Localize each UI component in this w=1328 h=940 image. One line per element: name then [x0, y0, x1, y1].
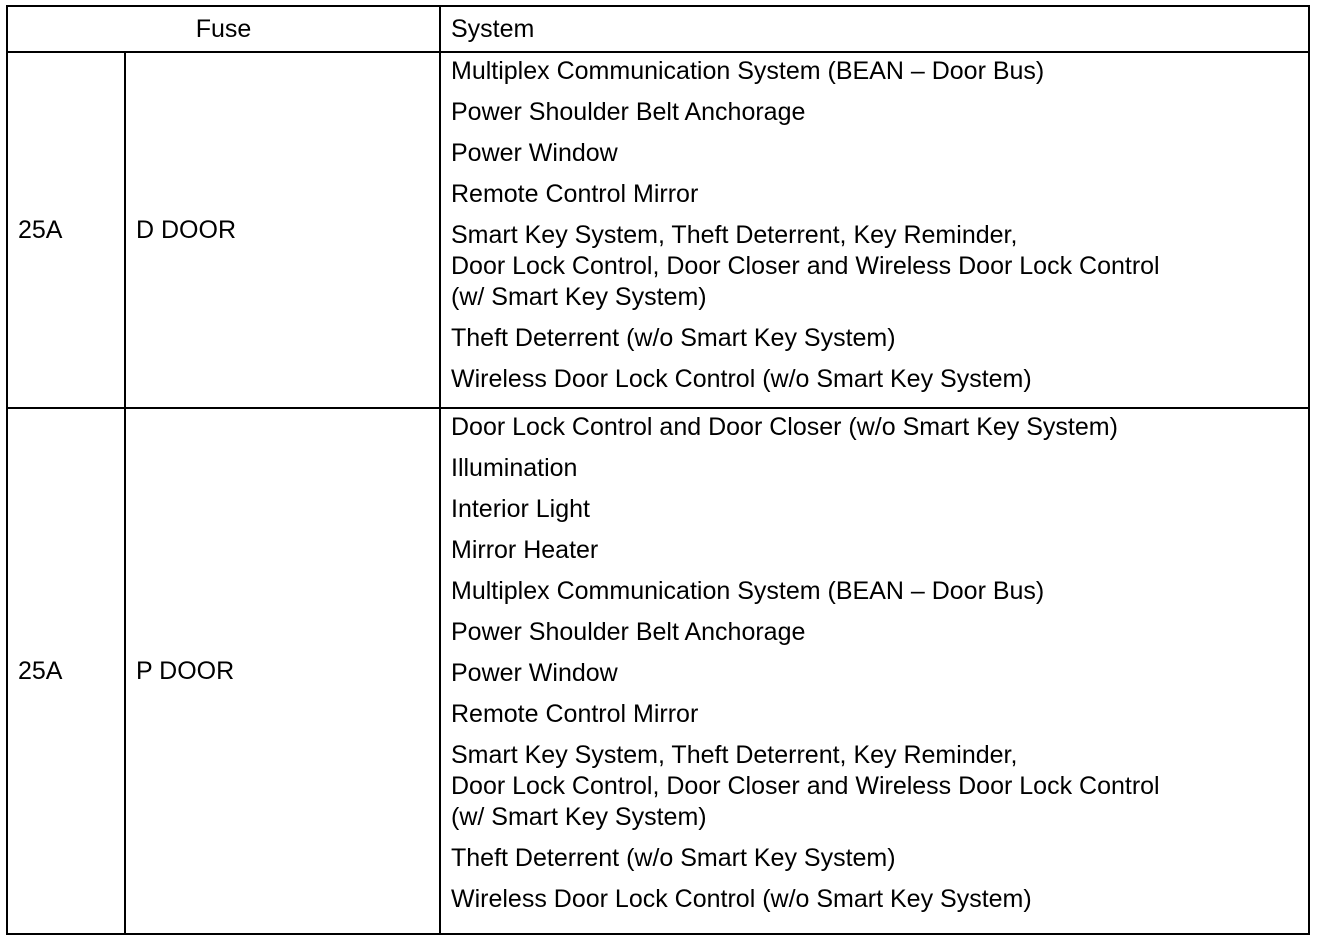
system-item: Multiplex Communication System (BEAN – Door Bus) — [451, 577, 1045, 605]
system-item: Power Shoulder Belt Anchorage — [451, 618, 806, 646]
table-header-row — [7, 6, 1309, 52]
system-item: Multiplex Communication System (BEAN – Door Bus) — [451, 57, 1045, 85]
table-row — [7, 408, 1309, 934]
fuse-column-header: Fuse — [7, 6, 440, 52]
system-item: Smart Key System, Theft Deterrent, Key Reminder, Door Lock Control, Door Closer and Wireless Door Lock Control (w/ Smart Key System) — [451, 741, 1160, 831]
system-item: Theft Deterrent (w/o Smart Key System) — [451, 324, 896, 352]
table-row — [7, 52, 1309, 408]
fuse-name: D DOOR — [125, 52, 440, 408]
system-item: Remote Control Mirror — [451, 700, 699, 728]
system-item: Mirror Heater — [451, 536, 599, 564]
system-item: Wireless Door Lock Control (w/o Smart Key System) — [451, 885, 1032, 913]
system-item: Wireless Door Lock Control (w/o Smart Key System) — [451, 365, 1032, 393]
system-item: Illumination — [451, 454, 578, 482]
system-column-header: System — [440, 6, 1309, 52]
fuse-system-table — [6, 5, 1310, 935]
system-list — [440, 408, 1309, 934]
system-item: Interior Light — [451, 495, 590, 523]
fuse-amperage: 25A — [7, 408, 125, 934]
system-item: Theft Deterrent (w/o Smart Key System) — [451, 844, 896, 872]
fuse-amperage: 25A — [7, 52, 125, 408]
fuse-name: P DOOR — [125, 408, 440, 934]
system-item: Remote Control Mirror — [451, 180, 699, 208]
system-item: Power Window — [451, 139, 618, 167]
system-item: Power Shoulder Belt Anchorage — [451, 98, 806, 126]
system-item: Door Lock Control and Door Closer (w/o Smart Key System) — [451, 413, 1118, 441]
system-item: Smart Key System, Theft Deterrent, Key Reminder, Door Lock Control, Door Closer and Wireless Door Lock Control (w/ Smart Key System) — [451, 221, 1160, 311]
system-item: Power Window — [451, 659, 618, 687]
system-list — [440, 52, 1309, 408]
